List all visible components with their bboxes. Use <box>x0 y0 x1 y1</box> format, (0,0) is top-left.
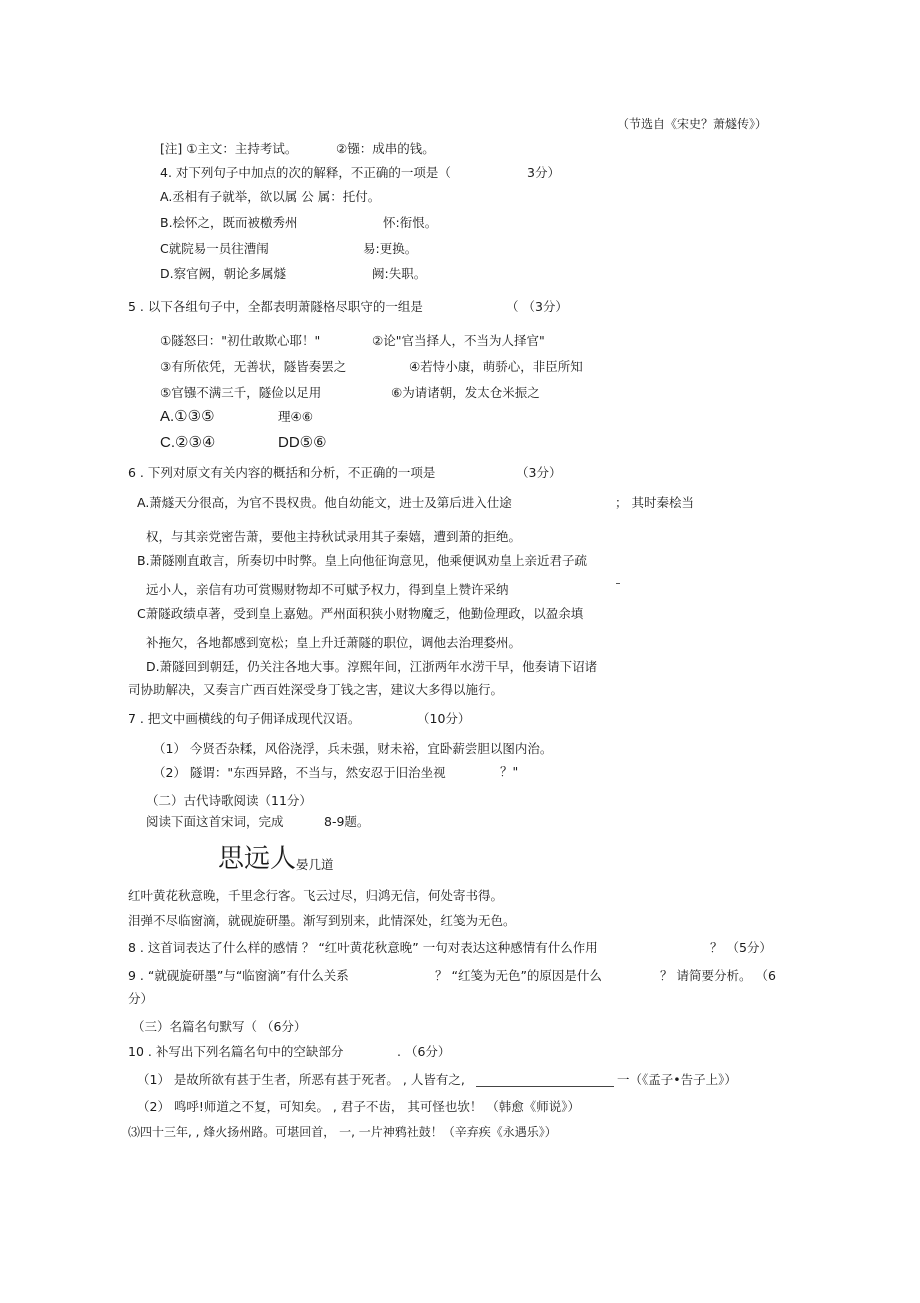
poem-author: 晏几道 <box>296 857 334 872</box>
stray-mark <box>616 583 620 584</box>
q4-option-a: A.丞相有子就举，欲以属 公 属：托付。 <box>160 189 381 204</box>
q6-option-a-line1: A.萧燧天分很高，为官不畏权贵。他自幼能文，进士及第后进入仕途 <box>137 495 512 510</box>
annotation-right: ②镪：成串的钱。 <box>336 141 435 156</box>
poem-line-2: 泪弹不尽临窗滴，就砚旋研墨。渐写到别来，此情深处，红笺为无色。 <box>128 913 516 928</box>
q5-option-b: 理④⑥ <box>278 409 313 424</box>
q7-sentence-1: （1） 今贤否杂糅，风俗浇浮，兵未强，财未裕，宜卧薪尝胆以图内治。 <box>153 741 553 756</box>
q8-stem: 8 . 这首词表达了什么样的感情 ？ “红叶黄花秋意晚” 一句对表达这种感情有什么作用 <box>128 940 598 955</box>
q4-stem: 4. 对下列句子中加点的次的解释，不正确的一项是（ <box>160 165 451 180</box>
q6-score: （3分） <box>516 465 562 480</box>
section-3-header: （三）名篇名句默写（ （6分） <box>132 1019 307 1034</box>
q5-option-c: C.②③④ <box>160 434 216 451</box>
q4-option-d: D.察官阙，朝论多属燧 <box>160 266 287 281</box>
q5-stem: 5 . 以下各组句子中，全都表明萧隧格尽职守的一组是 <box>128 299 423 314</box>
q7-sentence-2: （2） 隧谓："东西异路，不当与，然安忍于旧治坐视 <box>153 765 446 780</box>
q7-score: （10分） <box>417 711 471 726</box>
q8-score: ？ （5分） <box>710 940 772 955</box>
q7-stem: 7 . 把文中画横线的句子佣译成现代汉语。 <box>128 711 361 726</box>
q5-score: （ （3分） <box>506 299 568 314</box>
q10-item-1-source: 一（《孟子•告子上》） <box>617 1072 737 1087</box>
q10-score: . （6分） <box>397 1044 451 1059</box>
q4-option-c: C就院易一员往漕闱 <box>160 241 269 256</box>
q6-option-d-line2: 司协助解决，又奏言广西百姓深受身丁钱之害，建议大多得以施行。 <box>128 682 504 697</box>
q10-stem: 10 . 补写出下列名篇名句中的空缺部分 <box>128 1044 344 1059</box>
q6-option-c-line1: C萧隧政绩卓著，受到皇上嘉勉。严州面积狭小财物魔乏，他勤俭理政，以盈余填 <box>137 606 584 621</box>
q6-option-a-line2: 权，与其亲党密告萧，要他主持秋试录用其子秦嬉，遭到萧的拒绝。 <box>146 529 522 544</box>
poem-intro: 阅读下面这首宋词，完成 <box>146 814 284 829</box>
q5-sentence-5: ⑤官镪不满三千，隧俭以足用 <box>160 385 322 400</box>
q10-item-2: （2） 鸣呼!师道之不复，可知矣。 , 君子不齿， 其可怪也欤！ （韩愈《师说》） <box>137 1099 581 1114</box>
q4-option-d-gloss: 阙:失职。 <box>372 266 427 281</box>
poem-line-1: 红叶黄花秋意晚，千里念行客。飞云过尽，归鸿无信，何处寄书得。 <box>128 888 504 903</box>
q4-option-b: B.桧怀之，既而被檄秀州 <box>160 215 298 230</box>
q6-option-a-line1-end: ； 其时秦桧当 <box>615 495 694 510</box>
source-note: （节选自《宋史？萧燧传》） <box>617 117 768 131</box>
q9-stem-end: ？ 请简要分析。 （6 <box>660 968 776 983</box>
q9-stem-continued: 分） <box>128 991 154 1006</box>
q4-option-b-gloss: 怀:衔恨。 <box>383 215 438 230</box>
q9-stem-middle: ？ “红笺为无色”的原因是什么 <box>435 968 602 983</box>
q5-sentence-6: ⑥为请诸朝，发太仓米振之 <box>391 385 540 400</box>
q9-stem: 9 . “就砚旋研墨”与“临窗滴”有什么关系 <box>128 968 349 983</box>
q10-item-3: ⑶四十三年, , 烽火扬州路。可堪回首， 一, 一片神鸦社鼓！（辛弃疾《永遇乐》） <box>128 1125 557 1139</box>
q5-option-a: A.①③⑤ <box>160 408 215 425</box>
q5-sentence-1: ①隧怒曰："初仕敢欺心耶！" <box>160 333 321 348</box>
annotation-left: [注] ①主文：主持考试。 <box>160 141 298 156</box>
q4-option-c-gloss: 易:更换。 <box>363 241 418 256</box>
poem-title: 思远人 <box>218 844 297 874</box>
poem-intro-range: 8-9题。 <box>324 814 370 829</box>
q6-option-c-line2: 补拖欠，各地都感到宽松；皇上升迁萧隧的职位，调他去治理婺州。 <box>146 635 522 650</box>
q10-item-1-blank <box>476 1074 614 1087</box>
q7-sentence-2-end: ？" <box>500 764 519 779</box>
q10-item-1: （1） 是故所欲有甚于生者，所恶有甚于死者。 , 人皆有之, <box>137 1072 465 1087</box>
q5-sentence-3: ③有所依凭，无善状，隧皆奏罢之 <box>160 359 347 374</box>
q5-option-d: DD⑤⑥ <box>278 434 327 451</box>
q6-option-d-line1: D.萧隧回到朝廷，仍关注各地大事。淳熙年间，江浙两年水涝干早，他奏请下诏诸 <box>146 659 598 674</box>
q4-score: 3分） <box>527 165 560 180</box>
q6-option-b-line1: B.萧隧刚直敢言，所奏切中时弊。皇上向他征询意见，他乘便讽劝皇上亲近君子疏 <box>137 553 588 568</box>
poem-section-header: （二）古代诗歌阅读（11分） <box>146 793 312 808</box>
q5-sentence-4: ④若恃小康，萌骄心，非臣所知 <box>409 359 583 374</box>
q6-stem: 6 . 下列对原文有关内容的概括和分析，不正确的一项是 <box>128 465 436 480</box>
q6-option-b-line2: 远小人，亲信有功可赏赐财物却不可赋予权力，得到皇上赞许采纳 <box>146 582 509 597</box>
q5-sentence-2: ②论"官当择人，不当为人择官" <box>372 333 545 348</box>
